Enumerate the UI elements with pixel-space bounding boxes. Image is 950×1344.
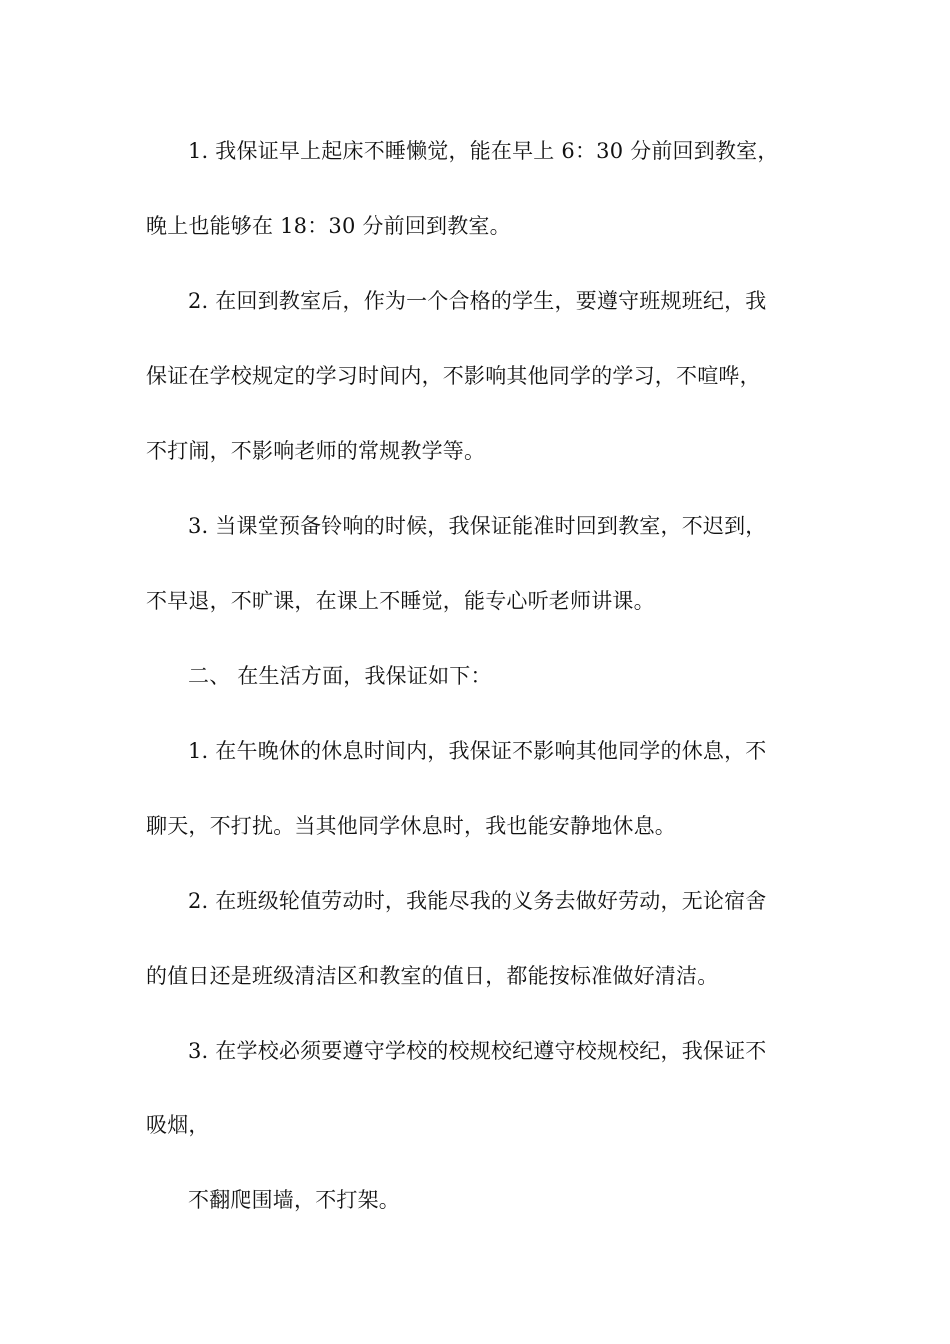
paragraph-line: 聊天，不打扰。当其他同学休息时，我也能安静地休息。 xyxy=(146,814,676,838)
paragraph-line: 不翻爬围墙，不打架。 xyxy=(188,1188,400,1212)
paragraph-line: 晚上也能够在 18：30 分前回到教室。 xyxy=(146,214,511,238)
section-heading: 二、 在生活方面，我保证如下： xyxy=(188,664,492,688)
paragraph-line: 的值日还是班级清洁区和教室的值日，都能按标准做好清洁。 xyxy=(146,964,719,988)
paragraph-line: 3. 当课堂预备铃响的时候，我保证能准时回到教室，不迟到， xyxy=(188,514,767,538)
paragraph-line: 3. 在学校必须要遵守学校的校规校纪遵守校规校纪，我保证不 xyxy=(188,1039,767,1063)
paragraph-line: 1. 在午晚休的休息时间内，我保证不影响其他同学的休息，不 xyxy=(188,739,767,763)
paragraph-line: 吸烟， xyxy=(146,1113,210,1137)
paragraph-line: 不早退，不旷课，在课上不睡觉，能专心听老师讲课。 xyxy=(146,589,655,613)
paragraph-line: 2. 在回到教室后，作为一个合格的学生，要遵守班规班纪，我 xyxy=(188,289,767,313)
paragraph-line: 保证在学校规定的学习时间内，不影响其他同学的学习，不喧哗， xyxy=(146,364,761,388)
paragraph-line: 1. 我保证早上起床不睡懒觉，能在早上 6：30 分前回到教室， xyxy=(188,139,779,163)
paragraph-line: 不打闹，不影响老师的常规教学等。 xyxy=(146,439,486,463)
paragraph-line: 2. 在班级轮值劳动时，我能尽我的义务去做好劳动，无论宿舍 xyxy=(188,889,767,913)
